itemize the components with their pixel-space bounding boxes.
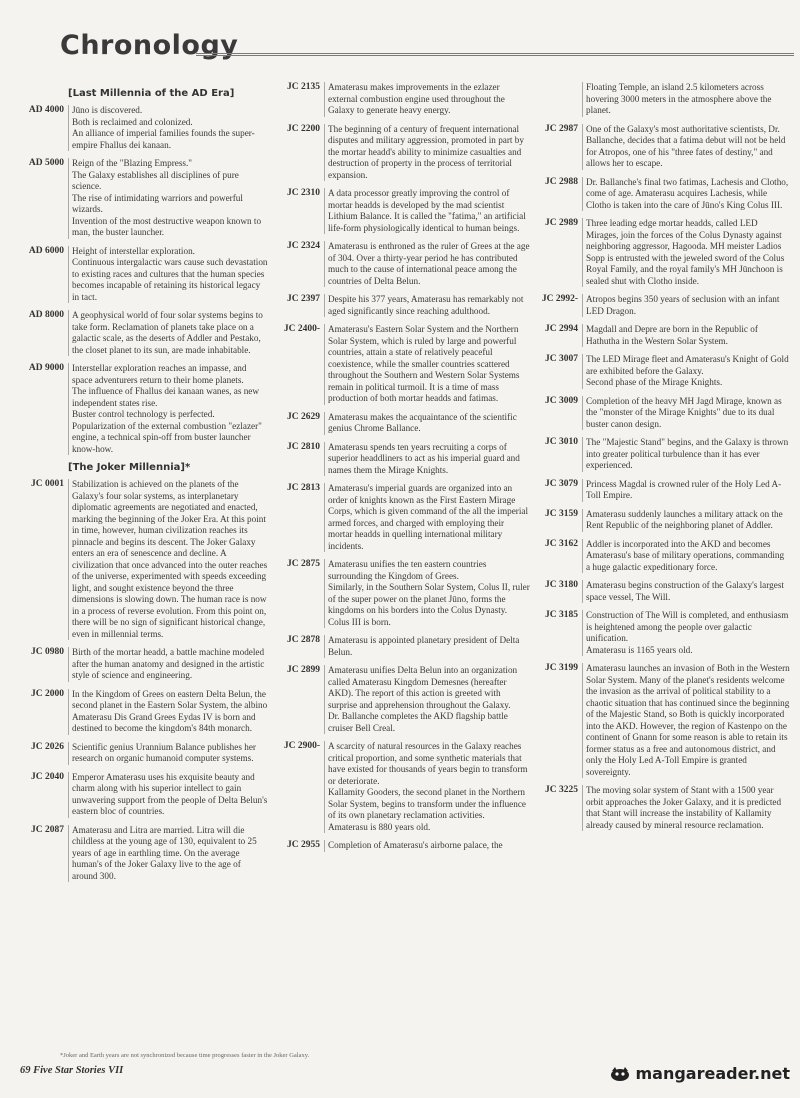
entry-text [324, 741, 530, 833]
timeline-entry [272, 483, 530, 552]
timeline-entry [530, 294, 790, 317]
timeline-entry [272, 665, 530, 734]
timeline-entry [530, 82, 790, 117]
entry-line: A geophysical world of four solar systems begins to take form. Reclamation of planets take place on a galactic scale, as the deserts of Addler and Pestako, the closet planet to its sun, are made inhabitable. [72, 310, 263, 355]
timeline-entry [18, 363, 268, 455]
timeline-entry [530, 479, 790, 502]
timeline-entry [18, 310, 268, 356]
timeline-entry [18, 742, 268, 765]
entry-text [582, 177, 790, 212]
entry-date: JC 3199 [545, 663, 578, 673]
timeline-entry [530, 354, 790, 389]
timeline-entry [18, 246, 268, 304]
entry-line: Both is reclaimed and colonized. [72, 116, 193, 127]
entry-text [324, 635, 530, 658]
entry-text [582, 218, 790, 287]
timeline-entry [530, 539, 790, 574]
entry-line: The influence of Fhallus dei kanaan wanes, as new independent states rise. [72, 386, 260, 408]
page-title: Chronology [60, 30, 239, 61]
entry-text [582, 610, 790, 656]
entry-text [324, 483, 530, 552]
entry-text [324, 241, 530, 287]
entry-text [68, 363, 268, 455]
timeline-entry [530, 124, 790, 170]
timeline-entry [272, 82, 530, 117]
entry-line: The moving solar system of Stant with a 1500 year orbit approaches the Joker Galaxy, and it is predicted that Stant will increase the instability of Kallamity already caused by mineral resource reclamation. [586, 785, 782, 830]
entry-date: JC 0980 [31, 647, 64, 657]
entry-line: Kallamity Gooders, the second planet in the Northern Solar System, begins to transform under the influence of its own planetary reclamation activities. [328, 787, 526, 820]
entry-line: Floating Temple, an island 2.5 kilometers across hovering 3000 meters in the atmosphere above the planet. [586, 82, 772, 115]
timeline-column-2 [272, 82, 530, 859]
entry-date: JC 2988 [545, 176, 578, 187]
entry-text [324, 559, 530, 628]
entry-line: Amaterasu is 1165 years old. [586, 644, 693, 655]
entry-line: Amaterasu's Eastern Solar System and the Northern Solar System, which is ruled by large and powerful countries, attain a state of relatively peaceful coexistence, while the smaller countries scattered throughout the Southern and Western Solar Systems remain in political turmoil. It is a time of mass production of both mortar headds and fatimas. [328, 324, 520, 403]
timeline-entry [18, 825, 268, 883]
entry-date: JC 2955 [287, 840, 320, 850]
entry-line: Colus III is born. [328, 616, 391, 627]
timeline-entry [272, 741, 530, 833]
entry-date: AD 8000 [28, 310, 64, 320]
timeline-entry [272, 840, 530, 852]
entry-line: Jūno is discovered. [72, 105, 143, 115]
entry-text [68, 772, 268, 818]
entry-text [68, 689, 268, 735]
entry-date: JC 3162 [545, 538, 578, 549]
mascot-icon [609, 1066, 631, 1082]
entry-date: JC 3079 [545, 478, 578, 489]
entry-date: JC 2899 [287, 665, 320, 675]
entry-line: Emperor Amaterasu uses his exquisite beauty and charm along with his superior intellect to gain unwavering support from the people of Delta Belun's eastern bloc of countries. [72, 771, 268, 816]
entry-date: JC 2200 [287, 123, 320, 134]
entry-line: Dr. Ballanche's final two fatimas, Lachesis and Clotho, come of age. Amaterasu acquires Lachesis, while Clotho is taken into the care of Jūno's King Colus III. [586, 176, 789, 210]
timeline-entry [18, 105, 268, 151]
timeline-entry [272, 241, 530, 287]
watermark-text: mangareader.net [635, 1064, 790, 1083]
entry-line: Popularization of the external combustion "ezlazer" engine, a technical spin-off from buster launcher know-how. [72, 420, 262, 454]
timeline-column-1 [18, 84, 268, 889]
entry-text [582, 82, 790, 117]
entry-date: JC 2135 [287, 82, 320, 92]
entry-line: A scarcity of natural resources in the Galaxy reaches critical proportion, and some synthetic materials that have existed for thousands of years begin to transform or deteriorate. [328, 741, 528, 786]
timeline-entry [530, 177, 790, 212]
entry-date: JC 2992- [541, 294, 578, 304]
entry-text [68, 105, 268, 151]
timeline-entry [18, 479, 268, 640]
entry-line: Amaterasu begins construction of the Galaxy's largest space vessel, The Will. [586, 580, 784, 602]
entry-date: JC 2000 [31, 688, 64, 699]
entry-date: JC 2087 [31, 824, 64, 835]
entry-text [582, 663, 790, 778]
entry-line: Amaterasu's imperial guards are organized into an order of knights known as the First Eastern Mirage Corps, which is given command of the all the imperial armed forces, and charged with employing their mortar headds in quelling international military incidents. [328, 483, 529, 551]
entry-line: Amaterasu spends ten years recruiting a corps of superior headdliners to act as his imperial guard and names them the Mirage Knights. [328, 441, 520, 475]
timeline-entry [18, 647, 268, 682]
entry-date: JC 2026 [31, 741, 64, 752]
timeline-column-3 [530, 82, 790, 838]
entry-date: JC 2987 [545, 123, 578, 134]
entry-date: JC 3180 [545, 580, 578, 590]
entry-line: Three leading edge mortar headds, called LED Mirages, join the forces of the Colus Dynasty against neighboring aggressor, Hagooda. MH meister Ladios Sopp is entrusted with the jeweled sword of the Colus Royal Family, and the royal family's MH Jūnchoon is sealed shut with Clotho inside. [586, 218, 785, 286]
section-heading: [The Joker Millennia]* [68, 462, 191, 473]
entry-line: Amaterasu is enthroned as the ruler of Grees at the age of 304. Over a thirty-year period he has contributed much to the cause of international peace among the countries of Delta Belun. [328, 241, 530, 286]
entry-text [324, 294, 530, 317]
entry-line: Addler is incorporated into the AKD and becomes Amaterasu's base of military operations, commanding a huge galactic expeditionary force. [586, 538, 785, 572]
entry-text [582, 354, 790, 389]
entry-date: JC 2324 [287, 241, 320, 251]
entry-text [324, 188, 530, 234]
entry-date: AD 5000 [28, 158, 64, 168]
entry-line: Amaterasu unifies the ten eastern countries surrounding the Kingdom of Grees. [328, 559, 487, 581]
timeline-entry [530, 324, 790, 347]
entry-text [68, 310, 268, 356]
entry-date: JC 3010 [545, 437, 578, 447]
entry-date: JC 2400- [283, 324, 320, 334]
title-rule [196, 53, 794, 56]
entry-date: JC 2994 [545, 324, 578, 334]
timeline-entry [530, 610, 790, 656]
entry-date: JC 2397 [287, 294, 320, 304]
entry-date: JC 3009 [545, 395, 578, 406]
entry-date: JC 2875 [287, 559, 320, 569]
entry-date: JC 2810 [287, 441, 320, 452]
entry-line: Interstellar exploration reaches an impasse, and space adventurers return to their home planets. [72, 363, 247, 385]
entry-text [582, 580, 790, 603]
entry-line: Amaterasu makes improvements in the ezlazer external combustion engine used throughout the Galaxy to generate heavy energy. [328, 82, 505, 115]
entry-text [582, 396, 790, 431]
entry-text [324, 412, 530, 435]
entry-text [582, 539, 790, 574]
entry-text [324, 840, 530, 852]
entry-line: Amaterasu launches an invasion of Both in the Western Solar System. Many of the planet's residents welcome the invasion as the arrival of political stability to a chaotic situation that has continued since the beginning of the Majestic Stand, so Both is quickly incorporated into the AKD. However, the region of Kastenpo on the continent of Gnann for some reason is able to retain its former status as a free and autonomous district, and only the Holy Led A-Toll Empire is granted sovereignty. [586, 663, 790, 777]
entry-line: Completion of Amaterasu's airborne palace, the [328, 840, 503, 850]
entry-date: AD 9000 [28, 363, 64, 373]
entry-text [68, 742, 268, 765]
entry-text [324, 82, 530, 117]
entry-date: JC 2878 [287, 635, 320, 645]
timeline-entry [530, 580, 790, 603]
entry-line: Buster control technology is perfected. [72, 409, 215, 419]
entry-line: The LED Mirage fleet and Amaterasu's Knight of Gold are exhibited before the Galaxy. [586, 354, 789, 376]
entry-line: Continuous intergalactic wars cause such devastation to existing races and cultures that the human species becomes incapable of retaining its historical legacy in tact. [72, 257, 268, 302]
entry-line: Amaterasu makes the acquaintance of the scientific genius Chrome Ballance. [328, 411, 517, 433]
entry-line: Height of interstellar exploration. [72, 245, 195, 256]
timeline-entry [272, 442, 530, 477]
entry-line: Stabilization is achieved on the planets of the Galaxy's four solar systems, as interplanetary diplomatic agreements are negotiated and enacted, marking the beginning of the Joker Era. At this point in time, however, human civilization reaches its pinnacle and begins its descent. The Joker Galaxy enters an era of senescence and decline. A civilization that once advanced into the outer reaches of the universe, experimented with speeds exceeding light, and sought existence beyond the three dimensions is slowing down. The human race is now in a process of reverse evolution. From this point on, there will be no sign of significant historical change, even in millennial terms. [72, 479, 268, 639]
timeline-entry [530, 396, 790, 431]
entry-line: Reign of the "Blazing Empress." [72, 158, 193, 168]
section-heading: [Last Millennia of the AD Era] [68, 88, 235, 99]
footnote: *Joker and Earth years are not synchronized because time progresses faster in the Joker Galaxy. [60, 1052, 310, 1059]
entry-date [530, 82, 582, 117]
entry-line: Dr. Ballanche completes the AKD flagship battle cruiser Bell Creal. [328, 711, 508, 733]
timeline-entry [530, 663, 790, 778]
entry-line: Amaterasu and Litra are married. Litra will die childless at the young age of 130, equivalent to 25 years of age in earthling time. On the average human's of the Joker Galaxy live to the age of around 300. [72, 824, 257, 881]
entry-text [324, 442, 530, 477]
entry-line: An alliance of imperial families founds the super-empire Fhallus dei kanaan. [72, 128, 255, 150]
timeline-entry [530, 437, 790, 472]
entry-date: JC 2310 [287, 188, 320, 198]
entry-text [68, 647, 268, 682]
timeline-entry [272, 188, 530, 234]
entry-date: JC 2989 [545, 218, 578, 228]
timeline-entry [272, 412, 530, 435]
entry-text [582, 479, 790, 502]
timeline-entry [530, 509, 790, 532]
timeline-entry [272, 124, 530, 182]
entry-date: JC 3185 [545, 610, 578, 620]
timeline-entry [530, 218, 790, 287]
watermark [609, 1064, 790, 1083]
entry-line: Invention of the most destructive weapon known to man, the buster launcher. [72, 215, 262, 237]
entry-line: Amaterasu is 880 years old. [328, 821, 431, 832]
entry-line: The Galaxy establishes all disciplines of pure science. [72, 169, 239, 191]
timeline-entry [272, 559, 530, 628]
entry-line: Princess Magdal is crowned ruler of the Holy Led A-Toll Empire. [586, 478, 782, 500]
entry-line: Similarly, in the Southern Solar System, Colus II, ruler of the super power on the planet Jūno, forms the kingdoms on his borders into the Colus Dynasty. [328, 582, 530, 615]
entry-text [582, 437, 790, 472]
entry-text [68, 825, 268, 883]
entry-text [582, 324, 790, 347]
entry-date: JC 2813 [287, 483, 320, 493]
entry-line: A data processor greatly improving the control of mortar headds is developed by the mad scientist Lithium Balance. It is called the "fatima," an artificial life-form physiologically identical to human beings. [328, 188, 526, 233]
entry-line: Amaterasu unifies Delta Belun into an organization called Amaterasu Kingdom Demesnes (hereafter AKD). The report of this action is greeted with surprise and apprehension throughout the Galaxy. [328, 665, 518, 710]
entry-text [582, 785, 790, 831]
entry-line: The "Majestic Stand" begins, and the Galaxy is thrown into greater political turbulence than it has ever experienced. [586, 437, 789, 470]
entry-date: JC 2629 [287, 411, 320, 422]
entry-line: The rise of intimidating warriors and powerful wizards. [72, 192, 243, 214]
entry-date: JC 2900- [283, 741, 320, 751]
entry-text [68, 158, 268, 239]
entry-line: The beginning of a century of frequent international disputes and military aggression, promoted in part by the mortar headd's ability to minimize casualties and destruction of property in the process of territorial expansion. [328, 123, 524, 180]
entry-date: JC 3159 [545, 508, 578, 519]
entry-date: AD 4000 [28, 105, 64, 115]
entry-line: Second phase of the Mirage Knights. [586, 377, 723, 387]
page-footer: 69 Five Star Stories VII [20, 1065, 124, 1076]
entry-line: Amaterasu suddenly launches a military attack on the Rent Republic of the neighboring planet of Addler. [586, 508, 783, 530]
timeline-entry [18, 158, 268, 239]
timeline-entry [272, 635, 530, 658]
entry-line: Completion of the heavy MH Jagd Mirage, known as the "monster of the Mirage Knights" due to its dual buster canon design. [586, 395, 782, 429]
entry-date: AD 6000 [28, 245, 64, 256]
entry-text [324, 324, 530, 405]
entry-line: Construction of The Will is completed, and enthusiasm is heightened among the people over galactic unification. [586, 610, 789, 643]
entry-date: JC 0001 [31, 479, 64, 489]
timeline-entry [18, 772, 268, 818]
entry-date: JC 3225 [545, 785, 578, 795]
timeline-entry [272, 294, 530, 317]
entry-line: Atropos begins 350 years of seclusion with an infant LED Dragon. [586, 294, 780, 316]
entry-date: JC 2040 [31, 771, 64, 782]
timeline-entry [18, 689, 268, 735]
entry-text [324, 124, 530, 182]
entry-line: In the Kingdom of Grees on eastern Delta Belun, the second planet in the Eastern Solar System, the albino Amaterasu Dis Grand Grees Eydas IV is born and destined to become the kingdom's 84th monarch. [72, 688, 268, 733]
entry-text [582, 294, 790, 317]
entry-line: Despite his 377 years, Amaterasu has remarkably not aged significantly since reaching adulthood. [328, 294, 524, 316]
entry-line: Magdall and Depre are born in the Republic of Hathutha in the Western Solar System. [586, 324, 758, 346]
entry-text [68, 246, 268, 304]
timeline-entry [530, 785, 790, 831]
entry-line: Amaterasu is appointed planetary president of Delta Belun. [328, 635, 520, 657]
entry-line: Scientific genius Urannium Balance publishes her research on organic humanoid computer systems. [72, 741, 256, 763]
entry-line: Birth of the mortar headd, a battle machine modeled after the human anatomy and designed in the artistic style of science and engineering. [72, 647, 265, 680]
entry-text [324, 665, 530, 734]
entry-line: One of the Galaxy's most authoritative scientists, Dr. Ballanche, decides that a fatima debut will not be held for Atropos, one of his "three fates of destiny," and allows her to escape. [586, 123, 786, 168]
entry-text [582, 124, 790, 170]
entry-text [68, 479, 268, 640]
entry-text [582, 509, 790, 532]
timeline-entry [272, 324, 530, 405]
entry-date: JC 3007 [545, 354, 578, 364]
